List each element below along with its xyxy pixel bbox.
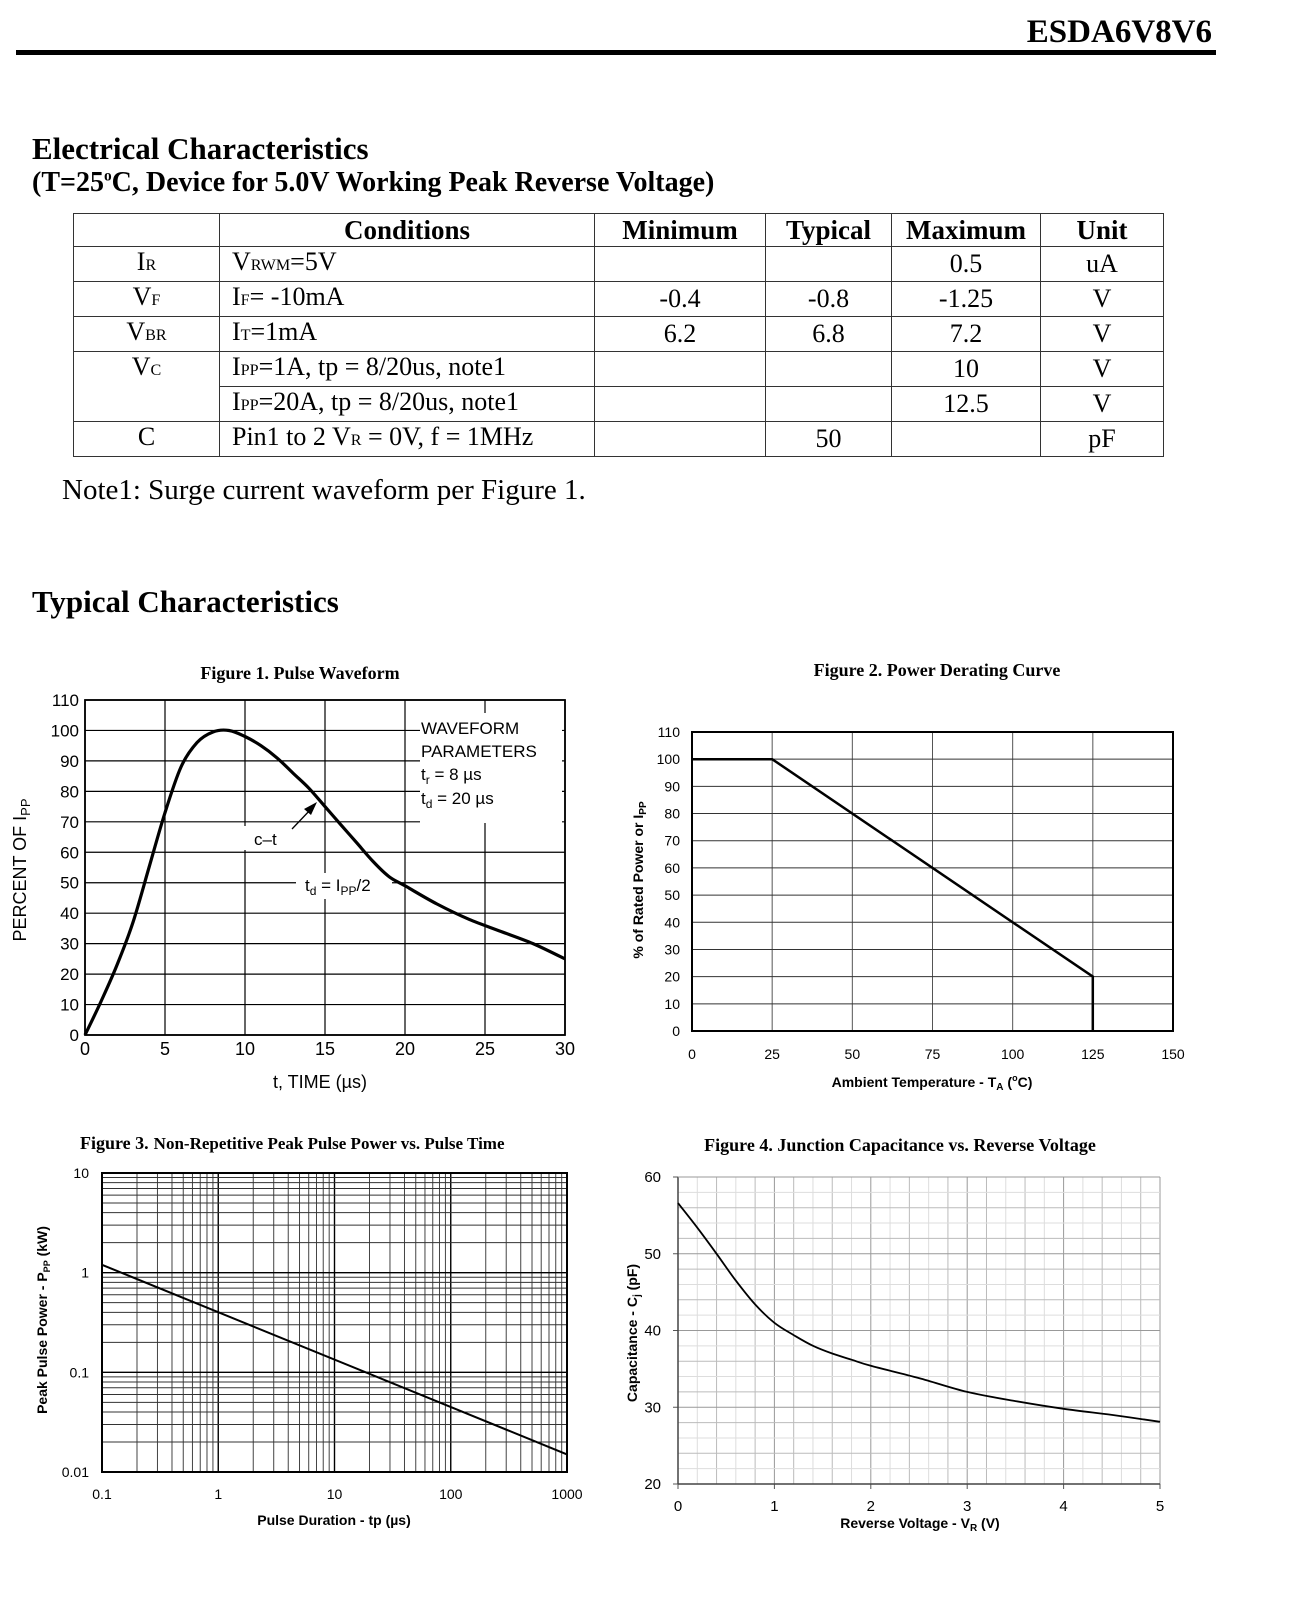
figure-2-ytick-label: 0 <box>672 1023 680 1039</box>
figure-4-xtick-label: 2 <box>866 1498 875 1515</box>
condition-text: I <box>232 387 241 416</box>
figure-3-xtick-label: 1 <box>214 1486 223 1502</box>
figure-2-ytick-label: 100 <box>656 751 680 768</box>
subtitle-pre: (T=25 <box>32 167 104 198</box>
figure-4-ytick-label: 40 <box>644 1322 661 1340</box>
figure-1-param-line-2: PARAMETERS <box>421 742 537 761</box>
figure-1-curve-label: c–t <box>254 830 277 849</box>
figure-3-xtick-label: 1000 <box>551 1486 583 1502</box>
symbol-text: V <box>131 352 151 381</box>
figure-3-ytick-label: 10 <box>73 1165 89 1181</box>
figure-4-junction-capacitance <box>624 1135 1164 1534</box>
figure-2-xtick-label: 150 <box>1161 1046 1185 1062</box>
condition-text: =1A, tp = 8/20us, note1 <box>258 352 507 381</box>
figure-2-power-derating <box>630 660 1185 1093</box>
figure-4-xtick-label: 0 <box>673 1498 683 1515</box>
figure-1-td: $t_d = 20$ µs <box>421 789 494 811</box>
cell-typ: -0.8 <box>766 282 892 317</box>
figure-3-xlabel: Pulse Duration - tp (µs) <box>257 1512 411 1528</box>
figure-4-curve <box>678 1203 1160 1422</box>
figure-4-ytick-label: 50 <box>644 1245 661 1263</box>
condition-text: RWM <box>250 257 291 274</box>
figure-3-peak-pulse-power <box>34 1133 583 1528</box>
figure-2-ytick-label: 10 <box>664 995 680 1012</box>
figure-3-ytick-label: 0.01 <box>61 1464 89 1480</box>
figure-2-title: Figure 2. Power Derating Curve <box>813 660 1061 680</box>
condition-text: =5V <box>290 247 337 276</box>
condition-text: =20A, tp = 8/20us, note1 <box>258 387 520 416</box>
condition-text: = 0V, f = 1MHz <box>361 422 534 451</box>
figure-4-xlabel: Reverse Voltage - $V_R$ (V) <box>840 1515 1000 1534</box>
figure-3-xtick-label: 10 <box>326 1486 343 1502</box>
figure-1-xtick-label: 15 <box>314 1039 336 1059</box>
figure-2-xtick-label: 0 <box>688 1046 696 1062</box>
figure-1-xlabel: t, TIME (µs) <box>272 1072 368 1092</box>
figure-2-ytick-label: 60 <box>664 859 680 876</box>
figure-3-title: Figure 3. Non-Repetitive Peak Pulse Power vs. Pulse Time <box>80 1133 505 1153</box>
figure-1-xtick-label: 10 <box>234 1039 256 1059</box>
figure-1-ytick-label: 100 <box>50 721 79 741</box>
figure-4-xtick-label: 4 <box>1059 1498 1068 1515</box>
symbol-text: I <box>136 247 146 276</box>
section-title-electrical: Electrical Characteristics <box>32 131 369 166</box>
figure-2-ytick-label: 80 <box>664 805 680 822</box>
condition-text: I <box>232 282 241 311</box>
figure-1-xtick-label: 5 <box>159 1039 171 1059</box>
figure-1-xtick-label: 25 <box>474 1039 496 1059</box>
condition-text: Pin1 to 2 V <box>232 422 351 451</box>
figure-1-ylabel: PERCENT OF $I_{PP}$ <box>10 798 33 942</box>
cell-unit: V <box>1041 317 1164 352</box>
condition-text: PP <box>240 397 259 414</box>
figure-1-arrow-head <box>304 802 317 815</box>
figure-1-title: Figure 1. Pulse Waveform <box>200 663 400 683</box>
figure-2-xlabel: Ambient Temperature - $T_A$ ($^o$C) <box>831 1073 1033 1093</box>
col-header-minimum: Minimum <box>595 214 766 247</box>
figure-1-ytick-label: 90 <box>60 751 79 771</box>
condition-text: I <box>232 317 241 346</box>
symbol-subscript: BR <box>145 327 167 344</box>
figure-2-ytick-label: 50 <box>664 887 680 904</box>
condition-text: V <box>232 247 251 276</box>
col-header-maximum: Maximum <box>892 214 1041 247</box>
cell-unit: V <box>1041 352 1164 387</box>
condition-text: I <box>232 352 241 381</box>
cell-unit: pF <box>1041 422 1164 457</box>
figure-2-ytick-label: 40 <box>664 914 680 931</box>
figure-4-xtick-label: 3 <box>963 1498 972 1515</box>
figure-4-ytick-label: 60 <box>644 1169 661 1186</box>
figure-1-ytick-label: 0 <box>69 1026 79 1045</box>
figure-2-ytick-label: 70 <box>664 832 680 849</box>
cell-unit: V <box>1041 282 1164 317</box>
symbol-subscript: F <box>151 292 161 309</box>
symbol-text: C <box>137 422 156 451</box>
subtitle-post: C, Device for 5.0V Working Peak Reverse Voltage) <box>111 167 715 198</box>
figure-1-ytick-label: 50 <box>60 873 79 893</box>
cell-typ: 50 <box>766 422 892 457</box>
figure-4-ytick-label: 30 <box>644 1399 661 1417</box>
figure-2-ytick-label: 30 <box>664 941 680 958</box>
cell-unit: V <box>1041 387 1164 422</box>
symbol-text: V <box>126 317 146 346</box>
figure-1-xtick-label: 30 <box>554 1039 576 1059</box>
figure-1-param-line-1: WAVEFORM <box>421 719 520 738</box>
figure-4-title: Figure 4. Junction Capacitance vs. Reverse Voltage <box>704 1135 1096 1155</box>
figure-1-ytick-label: 60 <box>60 843 79 863</box>
col-header-conditions: Conditions <box>220 214 595 247</box>
figure-1-ytick-label: 70 <box>60 812 79 832</box>
figure-4-xtick-label: 1 <box>770 1498 779 1515</box>
figure-2-ylabel: % of Rated Power or $I_{PP}$ <box>630 801 649 959</box>
condition-text: F <box>240 292 250 309</box>
figure-4-xtick-label: 5 <box>1155 1498 1165 1515</box>
symbol-subscript: C <box>150 362 162 379</box>
figure-1-ytick-label: 80 <box>60 782 79 802</box>
figure-1-pulse-waveform <box>10 663 575 1092</box>
cell-max: 12.5 <box>892 387 1041 422</box>
table-note: Note1: Surge current waveform per Figure 1. <box>62 474 586 506</box>
figure-3-ylabel: Peak Pulse Power - $P_{PP}$ (kW) <box>34 1226 52 1414</box>
condition-text: = -10mA <box>249 282 345 311</box>
figure-3-ytick-label: 1 <box>81 1264 89 1281</box>
figure-1-xtick-label: 0 <box>79 1039 91 1059</box>
figure-1-xtick-label: 20 <box>394 1039 416 1059</box>
cell-max: -1.25 <box>892 282 1041 317</box>
figure-1-ytick-label: 30 <box>60 934 79 954</box>
symbol-subscript: R <box>145 257 157 274</box>
figure-1-ytick-label: 110 <box>51 691 79 710</box>
cell-min: -0.4 <box>595 282 766 317</box>
figure-1-ytick-label: 10 <box>60 995 79 1015</box>
degree-mark: o <box>103 167 112 185</box>
figure-3-xtick-label: 0.1 <box>92 1486 112 1502</box>
condition-text: PP <box>240 362 259 379</box>
cell-min: 6.2 <box>595 317 766 352</box>
figure-1-ytick-label: 40 <box>60 904 79 924</box>
figure-2-xtick-label: 125 <box>1081 1046 1105 1062</box>
figure-4-ylabel: Capacitance - $C_j$ (pF) <box>624 1263 643 1403</box>
cell-max: 7.2 <box>892 317 1041 352</box>
figure-1-half-label: $t_d = I_{PP}/2$ <box>305 876 371 898</box>
figure-1-tr: $t_r = 8$ µs <box>421 765 482 787</box>
figure-4-ytick-label: 20 <box>644 1476 661 1493</box>
figure-2-xtick-label: 100 <box>1000 1046 1025 1062</box>
cell-typ: 6.8 <box>766 317 892 352</box>
cell-max: 10 <box>892 352 1041 387</box>
figure-3-xtick-label: 100 <box>439 1486 463 1502</box>
figure-2-ytick-label: 20 <box>664 968 680 985</box>
cell-max: 0.5 <box>892 247 1041 282</box>
section-title-typical: Typical Characteristics <box>32 584 339 619</box>
col-header-typical: Typical <box>766 214 892 247</box>
condition-text: R <box>350 432 362 449</box>
part-number: ESDA6V8V6 <box>1026 14 1212 50</box>
figure-3-ytick-label: 0.1 <box>69 1364 89 1381</box>
condition-text: T <box>240 327 251 344</box>
figure-2-xtick-label: 25 <box>764 1046 780 1062</box>
condition-text: =1mA <box>250 317 318 346</box>
cell-unit: uA <box>1041 247 1164 282</box>
figure-2-xtick-label: 50 <box>844 1046 861 1062</box>
figure-2-xtick-label: 75 <box>924 1046 941 1062</box>
symbol-text: V <box>132 282 152 311</box>
figure-2-ytick-label: 110 <box>657 724 680 740</box>
figure-1-ytick-label: 20 <box>60 965 79 985</box>
col-header-unit: Unit <box>1041 214 1164 247</box>
figure-2-ytick-label: 90 <box>664 778 680 795</box>
